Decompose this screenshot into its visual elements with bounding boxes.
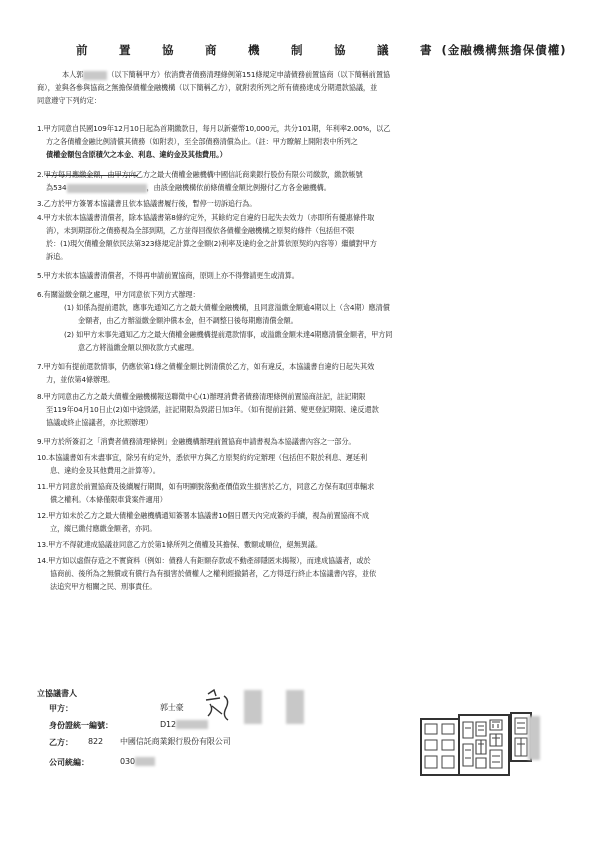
clause-4-line-1: 4.甲方未依本協議書清償者，除本協議書第8條約定外，其餘約定自違約日起失去效力（亦即所有優惠條件取 <box>37 213 375 222</box>
clause-4-line-2: 消），未到期部份之債務視為全部到期，乙方並得回復依各債權金融機構之原契約條件（包括但不限 <box>46 226 355 235</box>
clause-10-line-1: 10.本協議書如有未盡事宜，除另有約定外，悉依甲方與乙方原契約約定辦理（包括但不限於利息、遲延利 <box>37 453 368 462</box>
clause-10-line-2: 息、違約金及其他費用之計算等）。 <box>50 466 160 475</box>
clause-8-line-1: 8.甲方同意由乙方之最大債權金融機構報送聯徵中心(1)辦理消費者債務清理條例前置協商註記，註記期限 <box>37 392 366 401</box>
intro-line-3: 同意遵守下列約定： <box>37 96 101 105</box>
title-main: 前 置 協 商 機 制 協 議 書 <box>76 43 442 57</box>
clause-8-line-3: 協議或終止協議者，亦比照辦理） <box>46 418 153 427</box>
clause-4-line-4: 訴追。 <box>46 252 68 261</box>
id-value: D12 <box>160 720 208 730</box>
clause-2-line-1: 2.甲方每月應繳金額，由甲方向乙方之最大債權金融機構中國信託商業銀行股份有限公司繳款，繳款帳號 <box>37 170 363 179</box>
clause-14-line-3: 法追究甲方相關之民、刑事責任。 <box>50 582 157 591</box>
clause-11-line-2: 償之權利。（本條僅限車貸案件適用） <box>50 495 167 504</box>
clause-8-line-2: 至119年04月10日止(2)如中途毀諾，註記期限為毀諾日加3年。（如有提前註銷、變更登記期限、違反還款 <box>46 405 379 414</box>
party-a-name: 郭士豪 <box>160 703 184 712</box>
bank-company-seal <box>458 714 510 776</box>
clause-1-line-1: 1.甲方同意自民國109年12月10日起為首期繳款日，每月以新臺幣10,000元，共分101期，年利率2.00%，以乙 <box>37 124 391 133</box>
clause-1-line-3: 債權金額包含原積欠之本金、利息、違約金及其他費用。） <box>46 150 227 159</box>
clause-6-line-1: 6.有關溢繳金額之處理，甲方同意依下列方式辦理： <box>37 290 200 299</box>
clause-4-line-3: 於：(1)現欠債權金額依民法第323條規定計算之金額(2)利率及違約金之計算依原契約內容等）繼續對甲方 <box>46 239 377 248</box>
redacted-name <box>83 71 107 80</box>
clause-5: 5.甲方未依本協議書清償者，不得再申請前置協商，原則上亦不得聲請更生或清算。 <box>37 271 299 280</box>
document-title <box>76 42 567 58</box>
bank-review-seal <box>420 718 460 776</box>
redacted-account <box>67 184 147 193</box>
party-b-code: 822 <box>88 737 103 746</box>
clause-6-line-2: (1) 如係為提前還款，應事先通知乙方之最大債權金融機構，且同意溢繳金額逾4期以上（含4期）應清償 <box>64 303 390 312</box>
redacted-signature <box>244 690 262 724</box>
clause-3: 3.乙方於甲方簽署本協議書且依本協議書履行後，暫停一切訴追行為。 <box>37 199 257 208</box>
clause-6-line-4: (2) 如甲方未事先通知乙方之最大債權金融機構提前還款情事，或溢繳金額未達4期應清償金額者，甲方同 <box>64 330 393 339</box>
company-no-label: 公司統編： <box>49 758 89 767</box>
intro-line-2: 商），並與各參與協商之無擔保債權金融機構（以下簡稱乙方），就附表所列之所有債務達成分期還款協議，並 <box>37 83 378 92</box>
redacted-signature-2 <box>286 690 304 724</box>
redacted-seal <box>528 716 540 760</box>
company-no-value: 030 <box>120 757 155 767</box>
clause-1-line-2: 方之各債權金融比例清償其債務（如附表），至全部債務清償為止。（註：甲方瞭解上開附表中所列之 <box>46 137 358 146</box>
signers-heading: 立協議書人 <box>37 689 77 698</box>
clause-12-line-2: 立，縱已繳付應繳金額者，亦同。 <box>50 524 157 533</box>
clause-13: 13.甲方不得就達成協議並同意乙方於第1條所列之債權及其擔保、數額或順位，絕無異議。 <box>37 540 322 549</box>
redacted-company-no <box>135 757 155 766</box>
clause-2-line-2: 為534 ，由該金融機構依前條債權金額比例撥付乙方各金融機構。 <box>46 183 331 192</box>
title-subtitle: (金融機構無擔保債權) <box>441 43 567 57</box>
party-a-label: 甲方： <box>49 704 73 713</box>
clause-7-line-1: 7.甲方如有提前還款情事，仍應依第1條之債權金額比例清償於乙方，如有違反，本協議書自違約日起失其效 <box>37 362 375 371</box>
strikethrough-mark <box>46 175 138 176</box>
clause-12-line-1: 12.甲方如未於乙方之最大債權金融機構通知簽署本協議書10個日曆天內完成簽約手續，視為前置協商不成 <box>37 511 369 520</box>
party-b-name: 中國信託商業銀行股份有限公司 <box>120 737 231 746</box>
clause-6-line-5: 意乙方將溢繳金額以預收款方式處理。 <box>78 343 199 352</box>
clause-14-line-2: 協商前、後所為之無償或有償行為有損害於債權人之權利經撤銷者，乙方得逕行終止本協議書內容，並依 <box>50 569 377 578</box>
clause-9: 9.甲方於所簽訂之「消費者債務清理條例」金融機構辦理前置協商申請書視為本協議書內容之一部分。 <box>37 437 356 446</box>
clause-11-line-1: 11.甲方同意於前置協商及後續履行期間，如有明顯脫落動產價值致生損害於乙方，同意乙方保有取回車輛求 <box>37 482 375 491</box>
clause-7-line-2: 力，並依第4條辦理。 <box>46 375 115 384</box>
redacted-id <box>176 720 208 729</box>
party-b-label: 乙方： <box>49 738 73 747</box>
clause-6-line-3: 金額者，由乙方辦溢繳金額沖償本金，但不調整日後每期應清償金額。 <box>78 316 298 325</box>
intro-line-1: 本人郭 （以下簡稱甲方）依消費者債務清理條例第151條規定申請債務前置協商（以下簡稱前置協 <box>62 70 391 79</box>
clause-14-line-1: 14.甲方如以虛假存造之不實資料（例如：債務人有鉅額存款或不動產卻隱匿未揭報），而達成協議者，或於 <box>37 556 371 565</box>
id-label: 身份證統一編號： <box>49 721 113 730</box>
